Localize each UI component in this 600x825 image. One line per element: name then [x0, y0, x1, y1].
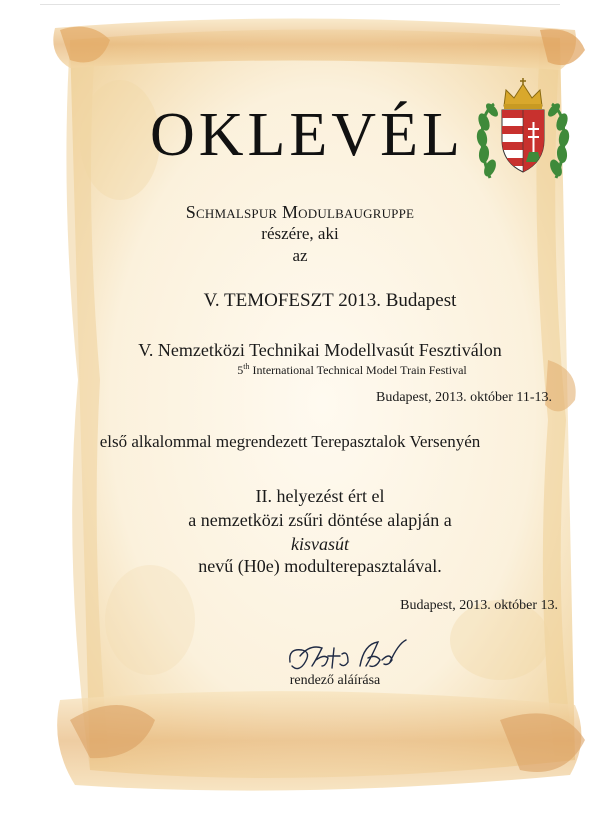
competition-name: első alkalommal megrendezett Terepasztalok Versenyén: [99, 432, 481, 451]
diploma-title: OKLEVÉL: [150, 101, 464, 169]
festival-name-english: [52, 362, 600, 378]
festival-name-english-rest: International Technical Model Train Festival: [249, 363, 467, 377]
festival-name-hungarian: V. Nemzetközi Technikai Modellvasút Fesztiválon: [138, 340, 502, 360]
placement-text: II. helyezést ért el: [255, 486, 385, 506]
ordinal-suffix: th: [243, 362, 250, 371]
festival-dates: Budapest, 2013. október 11-13.: [375, 390, 552, 405]
module-description: nevű (H0e) modulterepasztalával.: [198, 556, 442, 576]
recipient-name: Schmalspur Modulbaugruppe: [185, 202, 415, 222]
model-name: kisvasút: [291, 534, 349, 554]
ordinal-number: 5: [237, 363, 244, 377]
issue-date: Budapest, 2013. október 13.: [400, 598, 558, 613]
signature-label: rendező aláírása: [289, 673, 381, 688]
recipient-connector: részére, aki: [261, 224, 339, 243]
event-name: V. TEMOFESZT 2013. Budapest: [203, 290, 457, 311]
jury-decision-text: a nemzetközi zsűri döntése alapján a: [188, 510, 452, 530]
article-az: az: [292, 246, 308, 265]
handwritten-signature-icon: [282, 636, 412, 678]
hungarian-coat-of-arms-icon: [476, 78, 570, 186]
